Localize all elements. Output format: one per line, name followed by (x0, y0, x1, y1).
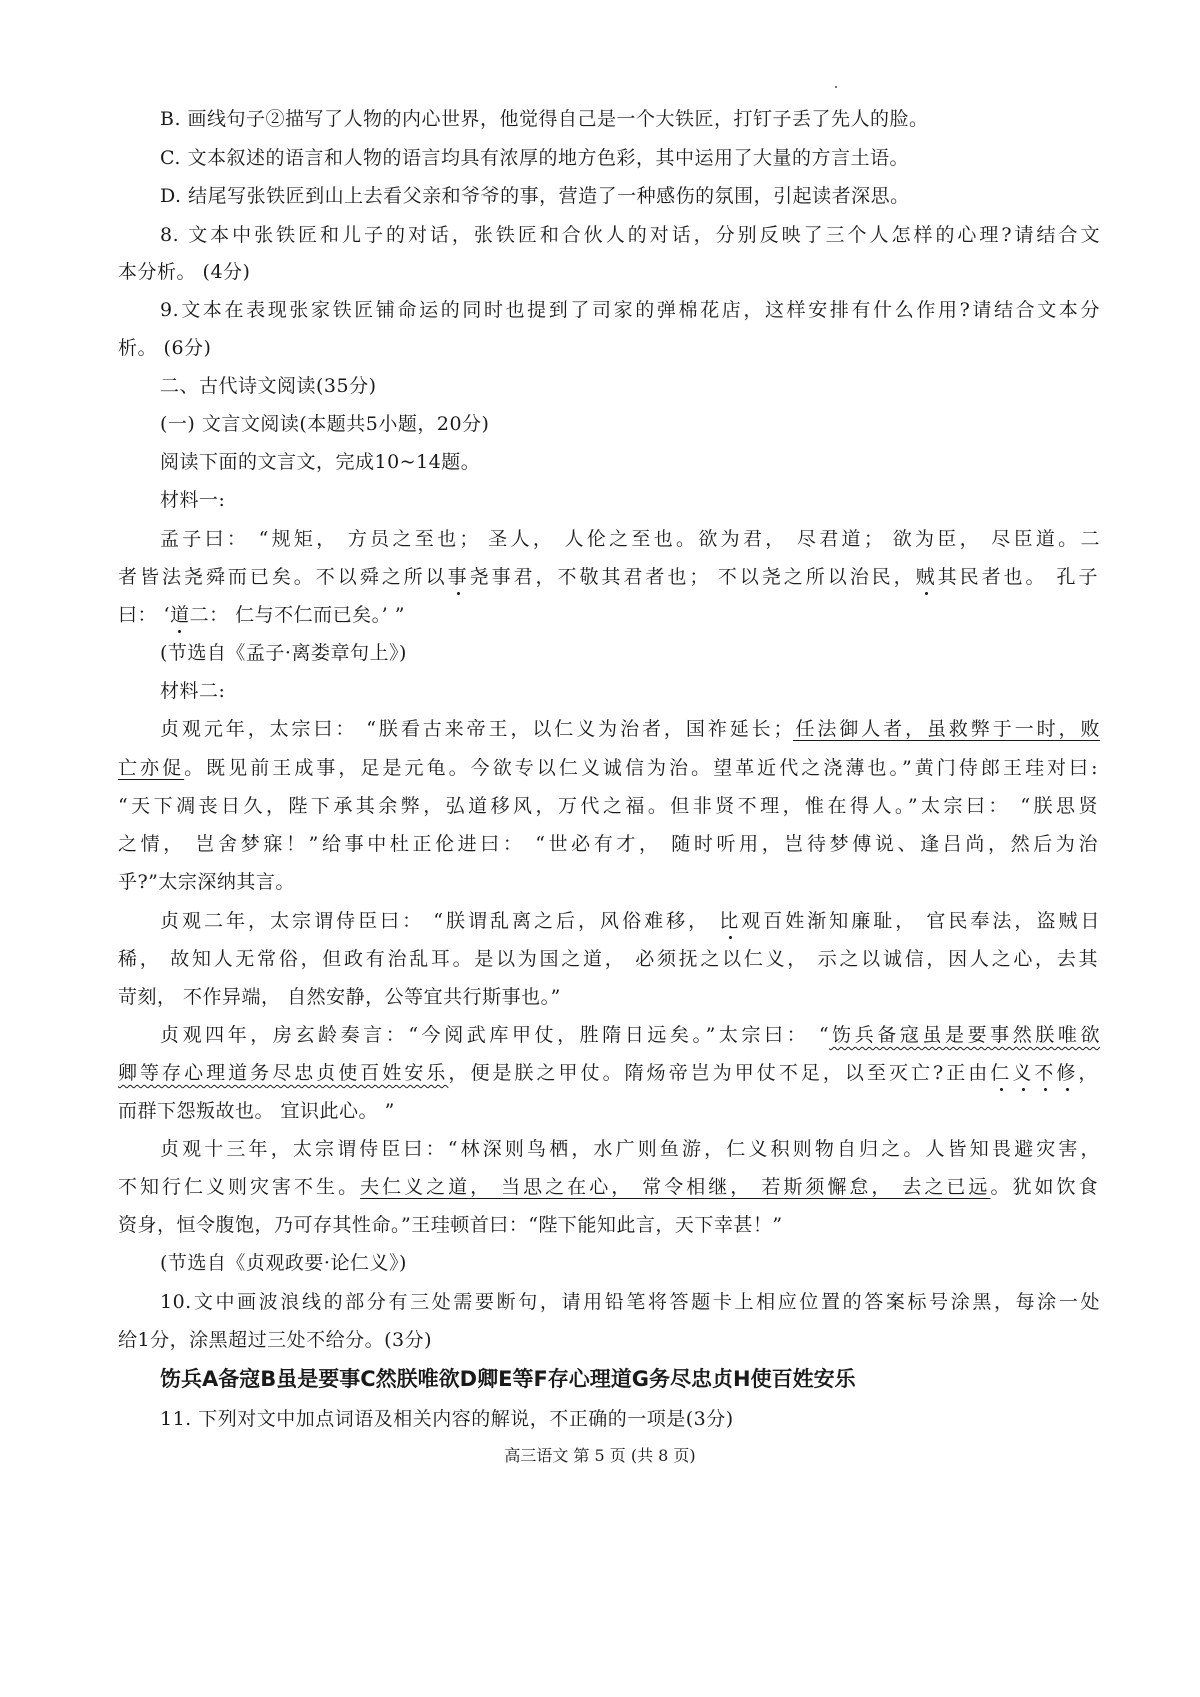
section-heading: 二、古代诗文阅读(35分) (160, 375, 377, 397)
question-9-line-2: 析。 (6分) (118, 337, 212, 359)
dotted-char: 仁 (990, 1062, 1013, 1084)
question-10-line-1: 10.文中画波浪线的部分有三处需要断句，请用铅笔将答题卡上相应位置的答案标号涂黑，每涂一处 (160, 1291, 1100, 1313)
dotted-char: 修 (1056, 1062, 1079, 1084)
passage-line (118, 564, 1098, 590)
passage-line (118, 1174, 1098, 1200)
passage-line: 孟子曰： “规矩， 方员之至也； 圣人， 人伦之至也。欲为君， 尽君道； 欲为臣， 尽臣道。二 (160, 528, 1100, 550)
passage-text: 贞观元年，太宗曰： “朕看古来帝王，以仁义为治者，国祚延长； (160, 718, 794, 740)
option-d: D. 结尾写张铁匠到山上去看父亲和爷爷的事，营造了一种感伤的氛围，引起读者深思。 (160, 185, 910, 207)
passage-text: ，便是朕之甲仗。隋炀帝岂为甲仗不足，以至灭亡?正由 (448, 1062, 991, 1084)
passage-line (160, 1022, 1100, 1048)
question-8-line-2: 本分析。 (4分) (118, 261, 251, 283)
page-footer: 高三语文 第 5 页 (共 8 页) (504, 1446, 696, 1465)
scan-speck (835, 86, 837, 88)
material-2-label: 材料二: (160, 680, 226, 702)
passage-line: 之情， 岂舍梦寐！”给事中杜正伦进曰： “世必有才， 随时听用，岂待梦傅说、逢吕尚，然后为治 (118, 833, 1098, 855)
wavy-underlined-text: 卿等存心理道务尽忠贞使百姓安乐 (118, 1062, 449, 1084)
dotted-char: 不 (1034, 1062, 1057, 1084)
passage-text: 曰： ‘ (118, 604, 171, 626)
passage-line (118, 602, 1098, 628)
dotted-char: 义 (1012, 1062, 1035, 1084)
passage-text: 尧事君，不敬其君者也； 不以尧之所以治民， (469, 566, 916, 588)
underlined-sentence: 亡亦促 (118, 757, 185, 779)
dotted-word: 道 (170, 604, 190, 626)
passage-line: “天下凋丧日久，陛下承其余弊，弘道移风，万代之福。但非贤不理，惟在得人。”太宗曰： “朕思贤 (118, 795, 1098, 817)
dotted-word: 事 (447, 566, 470, 588)
subsection-heading: (一) 文言文阅读(本题共5小题，20分) (160, 413, 490, 435)
question-9-line-1: 9.文本在表现张家铁匠铺命运的同时也提到了司家的弹棉花店，这样安排有什么作用?请结合文本分 (160, 299, 1100, 321)
passage-text: 。既见前王成事，足是元龟。今欲专以仁义诚信为治。望革近代之浇薄也。”黄门侍郎王珪对曰: (184, 757, 1098, 779)
question-11: 11. 下列对文中加点词语及相关内容的解说，不正确的一项是(3分) (160, 1408, 734, 1430)
option-b: B. 画线句子②描写了人物的内心世界，他觉得自己是一个大铁匠，打钉子丢了先人的脸。 (160, 108, 929, 130)
passage-text: 二： 仁与不仁而已矣。’ ” (189, 604, 405, 626)
material-1-label: 材料一: (160, 489, 226, 511)
passage-text: 不知行仁义则灾害不生。 (118, 1176, 361, 1198)
passage-text: 观百姓渐知廉耻， 官民奉法，盗贼日 (741, 910, 1100, 932)
wavy-underlined-text: 饬兵备寇虽是要事然朕唯欲 (829, 1024, 1100, 1046)
question-10-line-2: 给1分，涂黑超过三处不给分。(3分) (118, 1329, 433, 1351)
source-citation: (节选自《贞观政要·论仁义》) (160, 1252, 407, 1274)
underlined-sentence: 任法御人者，虽救弊于一时，败 (793, 718, 1100, 740)
passage-text: 贞观二年，太宗谓侍臣曰： “朕谓乱离之后，风俗难移， (160, 910, 720, 932)
passage-line (118, 1060, 1098, 1086)
passage-line (160, 716, 1100, 742)
passage-line: 稀， 故知人无常俗，但政有治乱耳。是以为国之道， 必须抚之以仁义， 示之以诚信，因人之心，去其 (118, 948, 1098, 970)
dotted-word: 比 (719, 910, 742, 932)
passage-line: 而群下怨叛故也。 宜识此心。 ” (118, 1100, 395, 1122)
passage-line: 苛刻， 不作异端， 自然安静，公等宜共行斯事也。” (118, 986, 561, 1008)
passage-line: 贞观十三年，太宗谓侍臣曰：“林深则鸟栖，水广则鱼游，仁义积则物自归之。人皆知畏避灾害， (160, 1138, 1100, 1160)
question-8-line-1: 8. 文本中张铁匠和儿子的对话，张铁匠和合伙人的对话，分别反映了三个人怎样的心理?请结合文 (160, 224, 1100, 246)
underlined-sentence: 夫仁义之道， 当思之在心， 常令相继， 若斯须懈怠， 去之已远 (360, 1176, 991, 1198)
dotted-phrase (990, 1062, 1078, 1084)
passage-line: 资身，恒令腹饱，乃可存其性命。”王珪顿首曰：“陛下能知此言，天下幸甚！” (118, 1214, 783, 1236)
passage-text: 。犹如饮食 (990, 1176, 1098, 1198)
passage-line (118, 755, 1098, 781)
reading-instruction: 阅读下面的文言文，完成10~14题。 (160, 451, 481, 473)
passage-line: 乎?”太宗深纳其言。 (118, 871, 295, 893)
option-c: C. 文本叙述的语言和人物的语言均具有浓厚的地方色彩，其中运用了大量的方言土语。 (160, 147, 909, 169)
passage-text: 其民者也。 孔子 (937, 566, 1098, 588)
passage-text: ， (1078, 1062, 1098, 1084)
passage-line (160, 908, 1100, 934)
source-citation: (节选自《孟子·离娄章句上》) (160, 642, 407, 664)
passage-text: 者皆法尧舜而已矣。不以舜之所以 (118, 566, 448, 588)
sentence-break-options: 饬兵A备寇B虽是要事C然朕唯欲D卿E等F存心理道G务尽忠贞H使百姓安乐 (160, 1367, 856, 1391)
passage-text: 贞观四年，房玄龄奏言：“今阅武库甲仗，胜隋日远矣。”太宗曰： “ (160, 1024, 830, 1046)
dotted-word: 贼 (915, 566, 938, 588)
